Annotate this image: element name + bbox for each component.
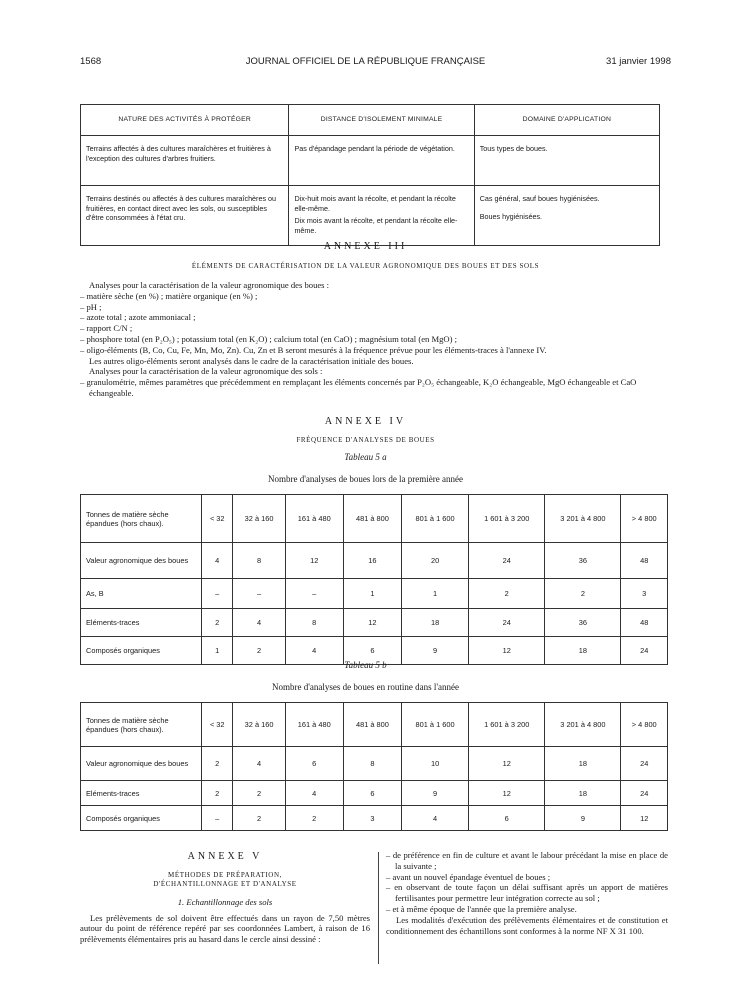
table-cell: 24 [621, 781, 668, 806]
table-5b [80, 702, 668, 831]
annex-5-title: ANNEXE V [187, 851, 263, 862]
table-cell: 24 [621, 637, 668, 665]
table-cell: 48 [621, 609, 668, 637]
table-cell: 6 [285, 747, 343, 781]
table-cell: Terrains destinés ou affectés à des cultures maraîchères ou fruitières, en contact direct avec les sols, ou susceptibles d'être consommées à l'état cru. [81, 186, 289, 246]
annex-5-subtitle-2: D'ÉCHANTILLONNAGE ET D'ANALYSE [153, 879, 297, 888]
list-item: – avant un nouvel épandage éventuel de boues ; [386, 871, 551, 882]
table-row [81, 543, 668, 579]
table-cell: – [285, 579, 343, 609]
journal-title: JOURNAL OFFICIEL DE LA RÉPUBLIQUE FRANÇAISE [245, 56, 486, 67]
table-row [81, 579, 668, 609]
table-cell: 3 [343, 806, 401, 831]
table-cell: – [202, 806, 233, 831]
row-header: Tonnes de matière sèche épandues (hors chaux). [81, 495, 202, 543]
table-cell: 12 [469, 637, 545, 665]
table-cell: 18 [402, 609, 469, 637]
list-item: – oligo-éléments (B, Co, Cu, Fe, Mn, Mo, Zn). Cu, Zn et B seront mesurés à la fréquence prévue pour les éléments-traces à l'annexe IV. [80, 344, 547, 355]
table-cell: 2 [285, 806, 343, 831]
table-cell: 4 [233, 609, 285, 637]
table-cell: 18 [545, 637, 621, 665]
table-cell: 12 [469, 747, 545, 781]
table-cell: 6 [469, 806, 545, 831]
paragraph: Analyses pour la caractérisation de la valeur agronomique des boues : [89, 280, 330, 290]
table-5a-caption: Nombre d'analyses de boues lors de la première année [267, 474, 464, 484]
annex-5-right-column [386, 850, 668, 936]
column-header: 1 601 à 3 200 [469, 703, 545, 747]
table-cell: 4 [402, 806, 469, 831]
annex-3-title: ANNEXE III [323, 241, 408, 252]
page-number: 1568 [80, 56, 102, 67]
table-cell: 12 [285, 543, 343, 579]
list-item: – granulométrie, mêmes paramètres que précédemment en remplaçant les éléments concernés par P₂O₅ échangeable, K₂O échangeable, MgO échangeable et CaO échangeable. [80, 377, 637, 398]
column-header: 801 à 1 600 [402, 703, 469, 747]
table-cell: 6 [343, 637, 401, 665]
table-cell: 8 [285, 609, 343, 637]
cell-line: Dix-huit mois avant la récolte, et pendant la récolte elle-même. [294, 194, 456, 213]
paragraph: Les prélèvements de sol doivent être effectués dans un rayon de 7,50 mètres autour du point de référence repéré par ses coordonnées Lambert, à raison de 16 prélèvements élémentaires pris au hasard dans le cercle ainsi dessiné : [80, 912, 370, 945]
column-header: < 32 [202, 703, 233, 747]
table-cell: 12 [343, 609, 401, 637]
annex-4-subtitle: FRÉQUENCE D'ANALYSES DE BOUES [296, 436, 435, 444]
paragraph: Analyses pour la caractérisation de la valeur agronomique des sols : [89, 366, 323, 377]
column-header: 481 à 800 [343, 703, 401, 747]
issue-date: 31 janvier 1998 [606, 56, 671, 67]
table-cell: 9 [402, 637, 469, 665]
table-cell: 9 [545, 806, 621, 831]
column-header: DOMAINE D'APPLICATION [474, 105, 659, 136]
table-cell: 18 [545, 747, 621, 781]
row-label: Eléments-traces [81, 781, 202, 806]
table-cell: 2 [202, 609, 233, 637]
column-header: 161 à 480 [285, 703, 343, 747]
column-header: > 4 800 [621, 495, 668, 543]
column-header: > 4 800 [621, 703, 668, 747]
cell-line: Dix mois avant la récolte, et pendant la récolte elle-même. [294, 216, 458, 236]
annex-3-subtitle: ÉLÉMENTS DE CARACTÉRISATION DE LA VALEUR AGRONOMIQUE DES BOUES ET DES SOLS [191, 262, 540, 270]
table-cell: 16 [343, 543, 401, 579]
column-header: 32 à 160 [233, 495, 285, 543]
table-row [81, 806, 668, 831]
table-cell: 2 [202, 781, 233, 806]
isolation-distance-table [80, 104, 660, 246]
table-cell: 2 [233, 806, 285, 831]
table-cell: 36 [545, 543, 621, 579]
table-5b-caption: Nombre d'analyses de boues en routine dans l'année [272, 682, 459, 692]
table-cell: 1 [402, 579, 469, 609]
table-cell: 4 [285, 637, 343, 665]
table-cell: 12 [621, 806, 668, 831]
table-cell: 6 [343, 781, 401, 806]
table-cell: 2 [233, 637, 285, 665]
column-header: 32 à 160 [233, 703, 285, 747]
column-header: DISTANCE D'ISOLEMENT MINIMALE [289, 105, 474, 136]
row-header: Tonnes de matière sèche épandues (hors chaux). [81, 703, 202, 747]
list-item: – et à même époque de l'année que la première analyse. [386, 903, 577, 914]
row-label: Composés organiques [81, 806, 202, 831]
table-cell: Terrains affectés à des cultures maraîchères et fruitières à l'exception des cultures d'arbres fruitiers. [81, 136, 289, 186]
table-row [81, 186, 660, 246]
table-header-row [81, 495, 668, 543]
list-item: – pH ; [80, 301, 102, 312]
table-cell: 18 [545, 781, 621, 806]
table-cell: 1 [202, 637, 233, 665]
annex-5-left-column [80, 852, 370, 945]
column-divider [378, 852, 379, 964]
annex-3-body [80, 280, 668, 399]
table-cell: 4 [285, 781, 343, 806]
table-row [81, 781, 668, 806]
table-cell: 36 [545, 609, 621, 637]
table-5a-title: Tableau 5 a [344, 452, 387, 462]
table-row [81, 136, 660, 186]
column-header: 481 à 800 [343, 495, 401, 543]
list-item: – matière sèche (en %) ; matière organique (en %) ; [80, 290, 258, 301]
table-cell: 4 [233, 747, 285, 781]
annex-5-subtitle-1: MÉTHODES DE PRÉPARATION, [168, 870, 282, 879]
table-row [81, 609, 668, 637]
list-item: – azote total ; azote ammoniacal ; [80, 312, 196, 323]
column-header: 801 à 1 600 [402, 495, 469, 543]
column-header: 3 201 à 4 800 [545, 703, 621, 747]
table-cell: 10 [402, 747, 469, 781]
list-item: – phosphore total (en P₂O₅) ; potassium total (en K₂O) ; calcium total (en CaO) ; magnésium total (en MgO) ; [80, 333, 458, 344]
table-cell: 24 [621, 747, 668, 781]
table-cell: – [202, 579, 233, 609]
table-cell: 4 [202, 543, 233, 579]
table-header-row [81, 703, 668, 747]
table-cell: 2 [469, 579, 545, 609]
table-cell: 12 [469, 781, 545, 806]
table-cell: 8 [233, 543, 285, 579]
row-label: As, B [81, 579, 202, 609]
table-5a [80, 494, 668, 665]
table-cell: 20 [402, 543, 469, 579]
row-label: Valeur agronomique des boues [81, 747, 202, 781]
table-row [81, 747, 668, 781]
table-cell: – [233, 579, 285, 609]
table-cell [474, 186, 659, 246]
table-cell: 9 [402, 781, 469, 806]
table-cell: Pas d'épandage pendant la période de végétation. [289, 136, 474, 186]
table-cell [289, 186, 474, 246]
table-cell: 48 [621, 543, 668, 579]
table-cell: 2 [202, 747, 233, 781]
column-header: 161 à 480 [285, 495, 343, 543]
paragraph: Les autres oligo-éléments seront analysés dans le cadre de la caractérisation initiale des boues. [89, 355, 414, 366]
row-label: Eléments-traces [81, 609, 202, 637]
list-item: – rapport C/N ; [80, 323, 133, 334]
row-label: Valeur agronomique des boues [81, 543, 202, 579]
paragraph: Les modalités d'exécution des prélèvements élémentaires et de constitution et conditionnement des échantillons sont conformes à la norme NF X 31 100. [386, 914, 668, 936]
column-header: NATURE DES ACTIVITÉS À PROTÉGER [81, 105, 289, 136]
table-cell: 1 [343, 579, 401, 609]
section-heading: 1. Echantillonnage des sols [177, 896, 273, 907]
table-cell: 8 [343, 747, 401, 781]
table-header-row [81, 105, 660, 136]
table-cell: 2 [233, 781, 285, 806]
list-item: – de préférence en fin de culture et avant le labour précédant la mise en place de la suivante ; [386, 850, 668, 871]
column-header: 1 601 à 3 200 [469, 495, 545, 543]
table-cell: 3 [621, 579, 668, 609]
annex-4-title: ANNEXE IV [324, 416, 407, 427]
column-header: < 32 [202, 495, 233, 543]
table-cell: 24 [469, 609, 545, 637]
row-label: Composés organiques [81, 637, 202, 665]
table-5b-title: Tableau 5 b [344, 660, 387, 670]
cell-line: Cas général, sauf boues hygiénisées. [479, 194, 600, 203]
list-item: – en observant de toute façon un délai suffisant après un apport de matières fertilisantes pour permettre leur intégration correcte au sol ; [386, 882, 668, 904]
table-cell: 2 [545, 579, 621, 609]
table-cell: 24 [469, 543, 545, 579]
cell-line: Boues hygiénisées. [479, 211, 543, 221]
table-cell: Tous types de boues. [474, 136, 659, 186]
column-header: 3 201 à 4 800 [545, 495, 621, 543]
